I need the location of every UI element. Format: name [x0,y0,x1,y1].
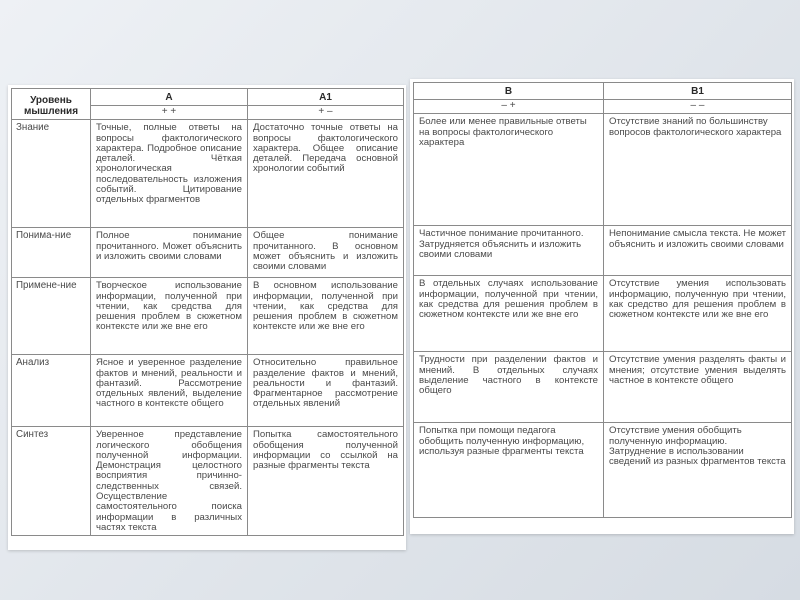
cell-a1: Относительно правильное разделение фактов и мнений, реальности и фантазий. Фрагментарное рассмотрение отдельных явлений [248,355,404,427]
cell-b: Трудности при разделении фактов и мнений. В отдельных случаях выделение частного в контексте общего [414,352,604,423]
right-table-scan [410,79,794,534]
header-col-b1: В1 [604,83,792,100]
table-row [12,228,404,278]
level-label: Понима-ние [12,228,91,278]
left-header-row [12,89,404,106]
cell-a: Точные, полные ответы на вопросы фактологического характера. Подробное описание деталей. Чёткая хронологическая последовательность изложения событий. Цитирование отдельных фрагментов [91,120,248,228]
table-row [414,226,792,276]
header-col-a: А [91,89,248,106]
cell-b1: Непонимание смысла текста. Не может объяснить и изложить своими словами [604,226,792,276]
cell-b1: Отсутствие умения обобщить полученную информацию. Затруднение в использовании сведений из разных фрагментов текста [604,423,792,518]
cell-b: Частичное понимание прочитанного. Затрудняется объяснить и изложить своими словами [414,226,604,276]
left-table-scan [8,85,406,550]
table-row [12,278,404,355]
cell-a: Творческое использование информации, полученной при чтении, как средства для решения проблем в сюжетном контексте или же вне его [91,278,248,355]
cell-a1: Общее понимание прочитанного. В основном может объяснить и изложить своими словами [248,228,404,278]
header-col-b: В [414,83,604,100]
cell-b1: Отсутствие умения разделять факты и мнения; отсутствие умения выделять частное в контексте общего [604,352,792,423]
right-signs-row [414,100,792,114]
cell-b: Попытка при помощи педагога обобщить полученную информацию, используя разные фрагменты текста [414,423,604,518]
header-col-a1: А1 [248,89,404,106]
signs-b: – + [414,100,604,114]
cell-a1: В основном использование информации, полученной при чтении, как средства для решения проблем в сюжетном контексте или же вне его [248,278,404,355]
right-assessment-table [413,82,792,518]
cell-b: Более или менее правильные ответы на вопросы фактологического характера [414,114,604,226]
level-label: Синтез [12,427,91,536]
level-label: Анализ [12,355,91,427]
level-label: Знание [12,120,91,228]
table-row [12,120,404,228]
signs-a1: + – [248,106,404,120]
right-header-row [414,83,792,100]
left-assessment-table [11,88,404,536]
table-row [12,427,404,536]
header-level: Уровень мышления [12,89,91,120]
table-row [414,352,792,423]
cell-a1: Достаточно точные ответы на вопросы фактологического характера. Общее описание деталей. Передача основной хронологии событий [248,120,404,228]
cell-a: Уверенное представление логического обобщения полученной информации. Демонстрация целостного восприятия причинно-следственных связей. Осуществление самостоятельного поиска информации в различных частях текста [91,427,248,536]
level-label: Примене-ние [12,278,91,355]
cell-a: Полное понимание прочитанного. Может объяснить и изложить своими словами [91,228,248,278]
cell-b: В отдельных случаях использование информации, полученной при чтении, как средства для решения проблем в сюжетном контексте или же вне его [414,276,604,352]
cell-b1: Отсутствие умения использовать информацию, полученную при чтении, как средство для решения проблем в сюжетном контексте или же вне его [604,276,792,352]
table-row [414,276,792,352]
cell-a: Ясное и уверенное разделение фактов и мнений, реальности и фантазий. Рассмотрение отдельных явлений, выделение частного в контексте общего [91,355,248,427]
signs-b1: – – [604,100,792,114]
table-row [12,355,404,427]
cell-a1: Попытка самостоятельного обобщения полученной информации со ссылкой на разные фрагменты текста [248,427,404,536]
table-row [414,423,792,518]
table-row [414,114,792,226]
signs-a: + + [91,106,248,120]
cell-b1: Отсутствие знаний по большинству вопросов фактологического характера [604,114,792,226]
